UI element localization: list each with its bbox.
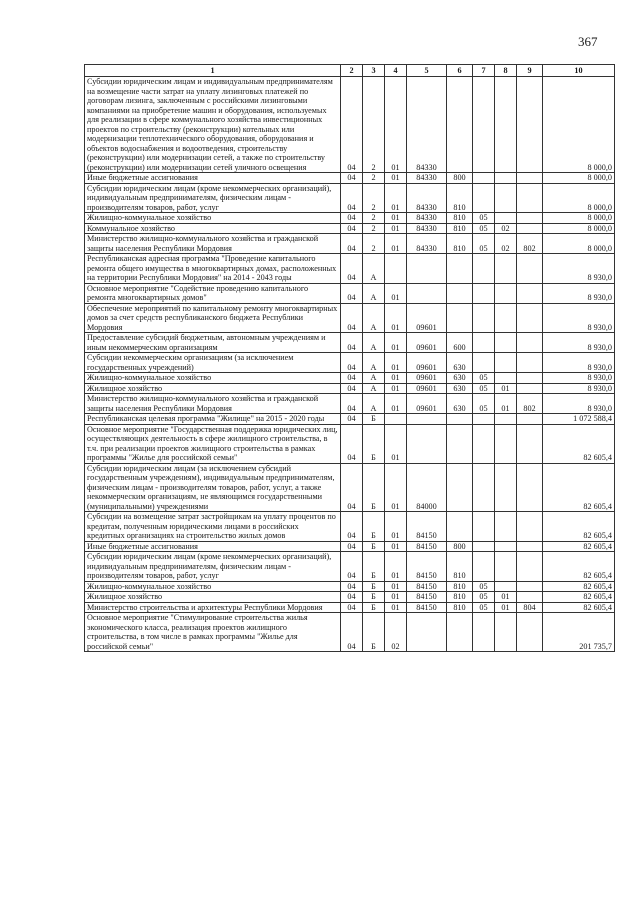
col-header: 4 xyxy=(385,65,407,77)
amount-cell: 82 605,4 xyxy=(543,463,615,512)
code-cell: 01 xyxy=(385,283,407,303)
amount-cell: 1 072 588,4 xyxy=(543,414,615,425)
amount-cell: 82 605,4 xyxy=(543,424,615,463)
col-header: 1 xyxy=(85,65,341,77)
row-name-cell: Основное мероприятие "Государственная поддержка юридических лиц, осуществляющих деятельность в сфере жилищного строительства, в т.ч. при реализации проектов жилищного строительства в рамках программы "Жилье для российской семьи" xyxy=(85,424,341,463)
code-cell: 01 xyxy=(495,383,517,394)
code-cell xyxy=(473,283,495,303)
amount-cell: 8 000,0 xyxy=(543,234,615,254)
code-cell: 01 xyxy=(385,213,407,224)
col-header: 7 xyxy=(473,65,495,77)
code-cell: 84150 xyxy=(407,541,447,552)
table-row xyxy=(85,581,615,592)
code-cell xyxy=(517,512,543,542)
code-cell: 04 xyxy=(341,424,363,463)
code-cell: 01 xyxy=(385,353,407,373)
code-cell: 84330 xyxy=(407,77,447,173)
table-row xyxy=(85,373,615,384)
code-cell xyxy=(495,213,517,224)
code-cell xyxy=(447,77,473,173)
code-cell: 01 xyxy=(385,581,407,592)
code-cell: 810 xyxy=(447,234,473,254)
table-row xyxy=(85,602,615,613)
code-cell: 04 xyxy=(341,77,363,173)
table-row xyxy=(85,223,615,234)
code-cell xyxy=(517,552,543,582)
code-cell: 84000 xyxy=(407,463,447,512)
code-cell xyxy=(473,613,495,652)
code-cell: 04 xyxy=(341,303,363,333)
code-cell: 01 xyxy=(385,77,407,173)
code-cell: 84330 xyxy=(407,223,447,234)
code-cell: А xyxy=(363,373,385,384)
table-row xyxy=(85,512,615,542)
code-cell xyxy=(385,414,407,425)
page-number: 367 xyxy=(578,34,598,49)
code-cell: 04 xyxy=(341,414,363,425)
code-cell xyxy=(495,283,517,303)
amount-cell: 8 930,0 xyxy=(543,333,615,353)
code-cell: 84150 xyxy=(407,602,447,613)
code-cell xyxy=(473,414,495,425)
code-cell: 05 xyxy=(473,592,495,603)
code-cell: Б xyxy=(363,414,385,425)
code-cell: 04 xyxy=(341,592,363,603)
code-cell: 04 xyxy=(341,581,363,592)
code-cell: 04 xyxy=(341,333,363,353)
code-cell xyxy=(495,173,517,184)
code-cell: 01 xyxy=(385,383,407,394)
code-cell xyxy=(517,541,543,552)
code-cell: 09601 xyxy=(407,394,447,414)
code-cell xyxy=(517,77,543,173)
col-header: 8 xyxy=(495,65,517,77)
code-cell: 800 xyxy=(447,541,473,552)
table-row xyxy=(85,183,615,213)
code-cell xyxy=(495,463,517,512)
code-cell: 810 xyxy=(447,213,473,224)
amount-cell: 8 000,0 xyxy=(543,173,615,184)
row-name-cell: Иные бюджетные ассигнования xyxy=(85,173,341,184)
code-cell: 630 xyxy=(447,394,473,414)
table-header-row xyxy=(85,65,615,77)
row-name-cell: Субсидии юридическим лицам (кроме некоммерческих организаций), индивидуальным предпринимателям, физическим лицам - производителям товаров, работ, услуг xyxy=(85,552,341,582)
code-cell xyxy=(447,512,473,542)
code-cell: 04 xyxy=(341,383,363,394)
code-cell: 01 xyxy=(495,394,517,414)
code-cell: Б xyxy=(363,602,385,613)
code-cell xyxy=(407,613,447,652)
code-cell xyxy=(517,353,543,373)
code-cell: 2 xyxy=(363,234,385,254)
code-cell xyxy=(473,353,495,373)
col-header: 2 xyxy=(341,65,363,77)
amount-cell: 8 930,0 xyxy=(543,353,615,373)
amount-cell: 82 605,4 xyxy=(543,592,615,603)
amount-cell: 8 930,0 xyxy=(543,373,615,384)
code-cell xyxy=(517,223,543,234)
code-cell: 84330 xyxy=(407,213,447,224)
code-cell xyxy=(495,512,517,542)
amount-cell: 82 605,4 xyxy=(543,581,615,592)
table-row xyxy=(85,283,615,303)
table-row xyxy=(85,613,615,652)
code-cell: 04 xyxy=(341,353,363,373)
table-row xyxy=(85,173,615,184)
row-name-cell: Коммунальное хозяйство xyxy=(85,223,341,234)
code-cell xyxy=(517,303,543,333)
code-cell xyxy=(407,283,447,303)
code-cell xyxy=(473,254,495,284)
code-cell: 01 xyxy=(385,394,407,414)
code-cell: Б xyxy=(363,424,385,463)
code-cell xyxy=(495,541,517,552)
code-cell: 810 xyxy=(447,602,473,613)
budget-table xyxy=(84,64,615,652)
code-cell xyxy=(517,173,543,184)
table-body xyxy=(85,77,615,652)
code-cell: 01 xyxy=(385,173,407,184)
code-cell xyxy=(495,254,517,284)
code-cell: 01 xyxy=(385,303,407,333)
code-cell: Б xyxy=(363,592,385,603)
code-cell: 09601 xyxy=(407,333,447,353)
table-row xyxy=(85,77,615,173)
code-cell: 05 xyxy=(473,373,495,384)
code-cell: 84150 xyxy=(407,512,447,542)
code-cell xyxy=(473,183,495,213)
code-cell xyxy=(517,581,543,592)
code-cell: 09601 xyxy=(407,353,447,373)
code-cell: 600 xyxy=(447,333,473,353)
code-cell xyxy=(447,414,473,425)
code-cell: Б xyxy=(363,613,385,652)
table-row xyxy=(85,463,615,512)
code-cell: 01 xyxy=(385,592,407,603)
code-cell: 04 xyxy=(341,213,363,224)
amount-cell: 8 000,0 xyxy=(543,77,615,173)
code-cell xyxy=(473,463,495,512)
code-cell: 01 xyxy=(385,223,407,234)
amount-cell: 8 930,0 xyxy=(543,303,615,333)
code-cell: 02 xyxy=(495,234,517,254)
code-cell: А xyxy=(363,333,385,353)
code-cell: 01 xyxy=(385,234,407,254)
code-cell xyxy=(447,613,473,652)
code-cell xyxy=(495,77,517,173)
code-cell: 84150 xyxy=(407,592,447,603)
table-row xyxy=(85,353,615,373)
code-cell xyxy=(517,183,543,213)
code-cell: 04 xyxy=(341,173,363,184)
code-cell xyxy=(407,414,447,425)
amount-cell: 8 930,0 xyxy=(543,283,615,303)
code-cell: А xyxy=(363,383,385,394)
amount-cell: 8 000,0 xyxy=(543,223,615,234)
code-cell: 810 xyxy=(447,552,473,582)
code-cell: 2 xyxy=(363,77,385,173)
table-row xyxy=(85,213,615,224)
code-cell: 05 xyxy=(473,234,495,254)
row-name-cell: Республиканская целевая программа "Жилище" на 2015 - 2020 годы xyxy=(85,414,341,425)
code-cell: 04 xyxy=(341,394,363,414)
code-cell: 810 xyxy=(447,183,473,213)
code-cell: 04 xyxy=(341,602,363,613)
code-cell: 04 xyxy=(341,283,363,303)
amount-cell: 82 605,4 xyxy=(543,552,615,582)
code-cell xyxy=(385,254,407,284)
amount-cell: 8 000,0 xyxy=(543,183,615,213)
code-cell: Б xyxy=(363,552,385,582)
code-cell: 04 xyxy=(341,234,363,254)
code-cell: 84150 xyxy=(407,552,447,582)
code-cell xyxy=(447,463,473,512)
code-cell: 2 xyxy=(363,173,385,184)
row-name-cell: Республиканская адресная программа "Проведение капитального ремонта общего имущества в многоквартирных домах, расположенных на территории Республики Мордовия" на 2014 - 2043 годы xyxy=(85,254,341,284)
code-cell xyxy=(407,254,447,284)
row-name-cell: Субсидии юридическим лицам (кроме некоммерческих организаций), индивидуальным предпринимателям, физическим лицам - производителям товаров, работ, услуг xyxy=(85,183,341,213)
table-row xyxy=(85,383,615,394)
code-cell xyxy=(447,254,473,284)
code-cell: 04 xyxy=(341,254,363,284)
code-cell xyxy=(495,424,517,463)
code-cell xyxy=(473,77,495,173)
code-cell: 04 xyxy=(341,613,363,652)
code-cell: 09601 xyxy=(407,303,447,333)
code-cell: 2 xyxy=(363,213,385,224)
code-cell: Б xyxy=(363,463,385,512)
row-name-cell: Министерство жилищно-коммунального хозяйства и гражданской защиты населения Республики Мордовия xyxy=(85,234,341,254)
code-cell: 630 xyxy=(447,373,473,384)
code-cell: 84330 xyxy=(407,183,447,213)
code-cell: 05 xyxy=(473,394,495,414)
code-cell xyxy=(447,424,473,463)
code-cell xyxy=(473,173,495,184)
code-cell: А xyxy=(363,254,385,284)
code-cell: 01 xyxy=(385,602,407,613)
row-name-cell: Жилищно-коммунальное хозяйство xyxy=(85,213,341,224)
code-cell: А xyxy=(363,283,385,303)
code-cell: А xyxy=(363,303,385,333)
code-cell: 04 xyxy=(341,223,363,234)
code-cell xyxy=(495,414,517,425)
col-header: 9 xyxy=(517,65,543,77)
code-cell: 84330 xyxy=(407,234,447,254)
row-name-cell: Жилищно-коммунальное хозяйство xyxy=(85,581,341,592)
code-cell xyxy=(495,552,517,582)
code-cell: 01 xyxy=(385,512,407,542)
code-cell: 01 xyxy=(495,592,517,603)
code-cell: 09601 xyxy=(407,373,447,384)
table-row xyxy=(85,303,615,333)
code-cell: Б xyxy=(363,581,385,592)
code-cell: 05 xyxy=(473,223,495,234)
code-cell: 01 xyxy=(385,552,407,582)
code-cell xyxy=(495,303,517,333)
code-cell: 01 xyxy=(495,602,517,613)
amount-cell: 8 930,0 xyxy=(543,254,615,284)
table-row xyxy=(85,254,615,284)
table-row xyxy=(85,333,615,353)
code-cell xyxy=(495,183,517,213)
col-header: 5 xyxy=(407,65,447,77)
amount-cell: 82 605,4 xyxy=(543,541,615,552)
code-cell: 04 xyxy=(341,183,363,213)
code-cell: 05 xyxy=(473,602,495,613)
code-cell xyxy=(517,383,543,394)
code-cell xyxy=(517,373,543,384)
amount-cell: 8 930,0 xyxy=(543,383,615,394)
code-cell xyxy=(495,581,517,592)
table-row xyxy=(85,414,615,425)
code-cell xyxy=(517,414,543,425)
code-cell: 804 xyxy=(517,602,543,613)
code-cell: 2 xyxy=(363,223,385,234)
code-cell: 05 xyxy=(473,213,495,224)
row-name-cell: Министерство строительства и архитектуры Республики Мордовия xyxy=(85,602,341,613)
col-header: 10 xyxy=(543,65,615,77)
code-cell: А xyxy=(363,353,385,373)
code-cell xyxy=(447,303,473,333)
code-cell: 84330 xyxy=(407,173,447,184)
row-name-cell: Субсидии юридическим лицам (за исключением субсидий государственным учреждениям), индивидуальным предпринимателям, физическим лицам - производителям товаров, работ, услуг, а также некоммерческим организациям, не являющимся государственными (муниципальными) учреждениями xyxy=(85,463,341,512)
table-row xyxy=(85,394,615,414)
code-cell xyxy=(473,424,495,463)
code-cell: 05 xyxy=(473,581,495,592)
amount-cell: 8 000,0 xyxy=(543,213,615,224)
table-row xyxy=(85,234,615,254)
code-cell: 04 xyxy=(341,373,363,384)
code-cell xyxy=(473,512,495,542)
code-cell: 04 xyxy=(341,463,363,512)
code-cell xyxy=(495,613,517,652)
amount-cell: 201 735,7 xyxy=(543,613,615,652)
code-cell: 630 xyxy=(447,383,473,394)
code-cell: 01 xyxy=(385,424,407,463)
code-cell: 84150 xyxy=(407,581,447,592)
amount-cell: 82 605,4 xyxy=(543,512,615,542)
code-cell xyxy=(517,463,543,512)
code-cell xyxy=(473,541,495,552)
code-cell xyxy=(495,373,517,384)
table-row xyxy=(85,552,615,582)
row-name-cell: Субсидии некоммерческим организациям (за исключением государственных учреждений) xyxy=(85,353,341,373)
code-cell xyxy=(473,333,495,353)
row-name-cell: Субсидии на возмещение затрат застройщикам на уплату процентов по кредитам, полученным юридическими лицами в российских кредитных организациях на строительство жилых домов xyxy=(85,512,341,542)
code-cell xyxy=(473,303,495,333)
amount-cell: 82 605,4 xyxy=(543,602,615,613)
row-name-cell: Иные бюджетные ассигнования xyxy=(85,541,341,552)
code-cell: 810 xyxy=(447,592,473,603)
code-cell: 02 xyxy=(495,223,517,234)
col-header: 3 xyxy=(363,65,385,77)
code-cell xyxy=(447,283,473,303)
code-cell: А xyxy=(363,394,385,414)
code-cell xyxy=(517,613,543,652)
code-cell: 04 xyxy=(341,541,363,552)
code-cell: 01 xyxy=(385,541,407,552)
code-cell: 802 xyxy=(517,234,543,254)
row-name-cell: Жилищно-коммунальное хозяйство xyxy=(85,373,341,384)
code-cell: 01 xyxy=(385,373,407,384)
row-name-cell: Жилищное хозяйство xyxy=(85,592,341,603)
code-cell xyxy=(517,592,543,603)
code-cell: Б xyxy=(363,541,385,552)
code-cell xyxy=(495,353,517,373)
code-cell xyxy=(517,254,543,284)
table-row xyxy=(85,592,615,603)
code-cell: 04 xyxy=(341,512,363,542)
table-row xyxy=(85,541,615,552)
code-cell: 02 xyxy=(385,613,407,652)
code-cell: 2 xyxy=(363,183,385,213)
table-row xyxy=(85,424,615,463)
code-cell: 01 xyxy=(385,463,407,512)
code-cell xyxy=(517,424,543,463)
code-cell: 810 xyxy=(447,581,473,592)
code-cell: 01 xyxy=(385,333,407,353)
row-name-cell: Обеспечение мероприятий по капитальному ремонту многоквартирных домов за счет средств республиканского бюджета Республики Мордовия xyxy=(85,303,341,333)
code-cell: 630 xyxy=(447,353,473,373)
col-header: 6 xyxy=(447,65,473,77)
row-name-cell: Субсидии юридическим лицам и индивидуальным предпринимателям на возмещение части затрат на уплату лизинговых платежей по договорам лизинга, заключенным с российскими лизинговыми компаниями на приобретение машин и оборудования, используемых для реализации в сфере коммунального хозяйства инвестиционных проектов по строительству (реконструкции) котельных или модернизации теплотехнического оборудования, оборудования и объектов водоснабжения и водоотведения, строительству (реконструкции) или модернизации сетей, а также по строительству (реконструкции) или модернизации сетей уличного освещения xyxy=(85,77,341,173)
code-cell xyxy=(517,333,543,353)
row-name-cell: Предоставление субсидий бюджетным, автономным учреждениям и иным некоммерческим организациям xyxy=(85,333,341,353)
code-cell: 05 xyxy=(473,383,495,394)
row-name-cell: Основное мероприятие "Стимулирование строительства жилья экономического класса, реализация проектов жилищного строительства, в том числе в рамках программы "Жилье для российской семьи" xyxy=(85,613,341,652)
code-cell: 810 xyxy=(447,223,473,234)
code-cell xyxy=(407,424,447,463)
code-cell xyxy=(517,213,543,224)
code-cell: 802 xyxy=(517,394,543,414)
code-cell xyxy=(473,552,495,582)
code-cell: 800 xyxy=(447,173,473,184)
code-cell: 04 xyxy=(341,552,363,582)
code-cell xyxy=(517,283,543,303)
code-cell: 01 xyxy=(385,183,407,213)
code-cell: Б xyxy=(363,512,385,542)
code-cell: 09601 xyxy=(407,383,447,394)
row-name-cell: Министерство жилищно-коммунального хозяйства и гражданской защиты населения Республики Мордовия xyxy=(85,394,341,414)
row-name-cell: Основное мероприятие "Содействие проведению капитального ремонта многоквартирных домов" xyxy=(85,283,341,303)
code-cell xyxy=(495,333,517,353)
row-name-cell: Жилищное хозяйство xyxy=(85,383,341,394)
amount-cell: 8 930,0 xyxy=(543,394,615,414)
